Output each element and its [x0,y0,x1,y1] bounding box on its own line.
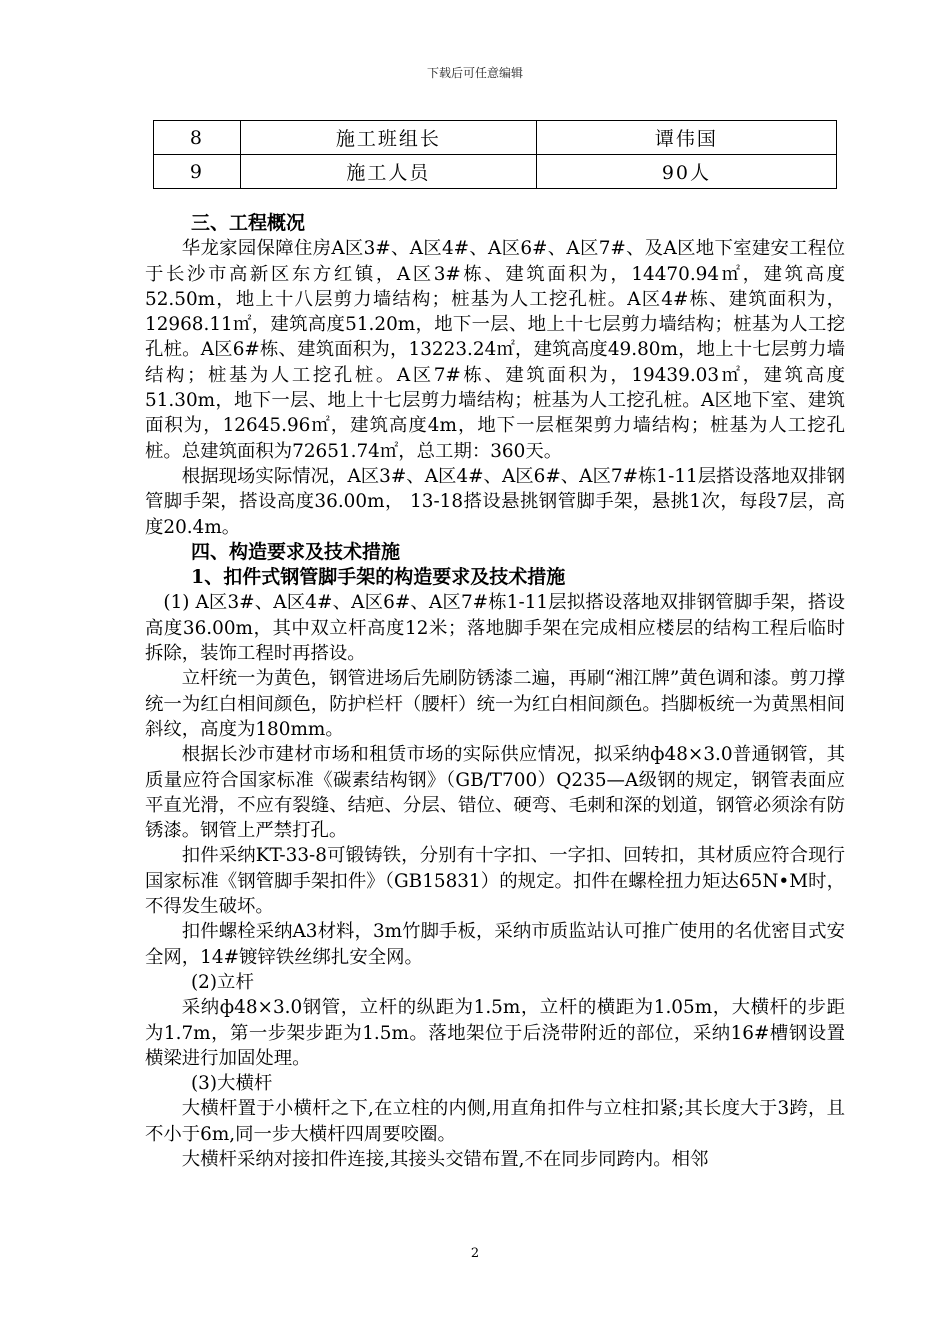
paragraph: 根据现场实际情况，A区3#、A区4#、A区6#、A区7#栋1-11层搭设落地双排钢管脚手架，搭设高度36.00m， 13-18搭设悬挑钢管脚手架，悬挑1次，每段7层，高度20.4m。 [145,465,845,538]
section-heading: 四、构造要求及技术措施 [191,540,401,563]
table-cell-index: 8 [154,121,241,155]
table-cell-person: 谭伟国 [536,121,836,155]
paragraph: 华龙家园保障住房A区3#、A区4#、A区6#、A区7#、及A区地下室建安工程位于长沙市高新区东方红镇，A区3#栋、建筑面积为，14470.94㎡，建筑高度52.50m，地上十八层剪力墙结构；桩基为人工挖孔桩。A区4#栋、建筑面积为，12968.11㎡，建筑高度51.20m，地下一层、地上十七层剪力墙结构；桩基为人工挖孔桩。A区6#栋、建筑面积为，13223.24㎡，建筑高度49.80m，地上十七层剪力墙结构；桩基为人工挖孔桩。A区7#栋、建筑面积为，19439.03㎡，建筑高度51.30m，地下一层、地上十七层剪力墙结构；桩基为人工挖孔桩。A区地下室、建筑面积为，12645.96㎡，建筑高度4m，地下一层框架剪力墙结构；桩基为人工挖孔桩。总建筑面积为72651.74㎡，总工期：360天。 [145,238,845,462]
page-number: 2 [470,1246,480,1261]
table-row [154,155,837,189]
section-heading: 三、工程概况 [191,212,306,234]
document-body [145,211,845,1172]
staff-table [153,120,837,189]
paragraph: 大横杆采纳对接扣件连接,其接头交错布置,不在同步同跨内。相邻 [181,1148,709,1170]
table-cell-index: 9 [154,155,241,189]
paragraph: 扣件螺栓采纳A3材料，3m竹脚手板，采纳市质监站认可推广使用的名优密目式安全网，14#镀锌铁丝绑扎安全网。 [145,921,845,968]
item-heading: (3)大横杆 [191,1073,273,1095]
paragraph: 根据长沙市建材市场和租赁市场的实际供应情况，拟采纳ф48×3.0普通钢管，其质量应符合国家标准《碳素结构钢》（GB/T700）Q235—A级钢的规定，钢管表面应平直光滑，不应有裂缝、结疤、分层、错位、硬弯、毛刺和深的划道，钢管必须涂有防锈漆。钢管上严禁打孔。 [145,744,845,842]
paragraph: 大横杆置于小横杆之下,在立柱的内侧,用直角扣件与立柱扣紧;其长度大于3跨，且不小于6m,同一步大横杆四周要咬圈。 [145,1098,845,1145]
paragraph: 扣件采纳KT-33-8可锻铸铁，分别有十字扣、一字扣、回转扣，其材质应符合现行国家标准《钢管脚手架扣件》（GB15831）的规定。扣件在螺栓扭力矩达65N•M时，不得发生破坏。 [145,845,845,918]
table-cell-role: 施工班组长 [240,121,536,155]
table-cell-role: 施工人员 [240,155,536,189]
paragraph: (1) A区3#、A区4#、A区6#、A区7#栋1-11层拟搭设落地双排钢管脚手架，搭设高度36.00m，其中双立杆高度12米；落地脚手架在完成相应楼层的结构工程后临时拆除，装饰工程时再搭设。 [145,592,845,665]
page-header: 下载后可任意编辑 [426,66,523,80]
subsection-heading: 1、扣件式钢管脚手架的构造要求及技术措施 [191,566,566,589]
paragraph: 采纳ф48×3.0钢管，立杆的纵距为1.5m，立杆的横距为1.05m，大横杆的步距为1.7m，第一步架步距为1.5m。落地架位于后浇带附近的部位，采纳16#槽钢设置横梁进行加固处理。 [145,997,845,1069]
table-cell-person: 90人 [536,155,836,189]
paragraph: 立杆统一为黄色，钢管进场后先刷防锈漆二遍，再刷“湘江牌”黄色调和漆。剪刀撑统一为红白相间颜色，防护栏杆（腰杆）统一为红白相间颜色。挡脚板统一为黄黑相间斜纹，高度为180mm。 [145,668,845,740]
table-row [154,121,837,155]
item-heading: (2)立杆 [191,971,254,993]
